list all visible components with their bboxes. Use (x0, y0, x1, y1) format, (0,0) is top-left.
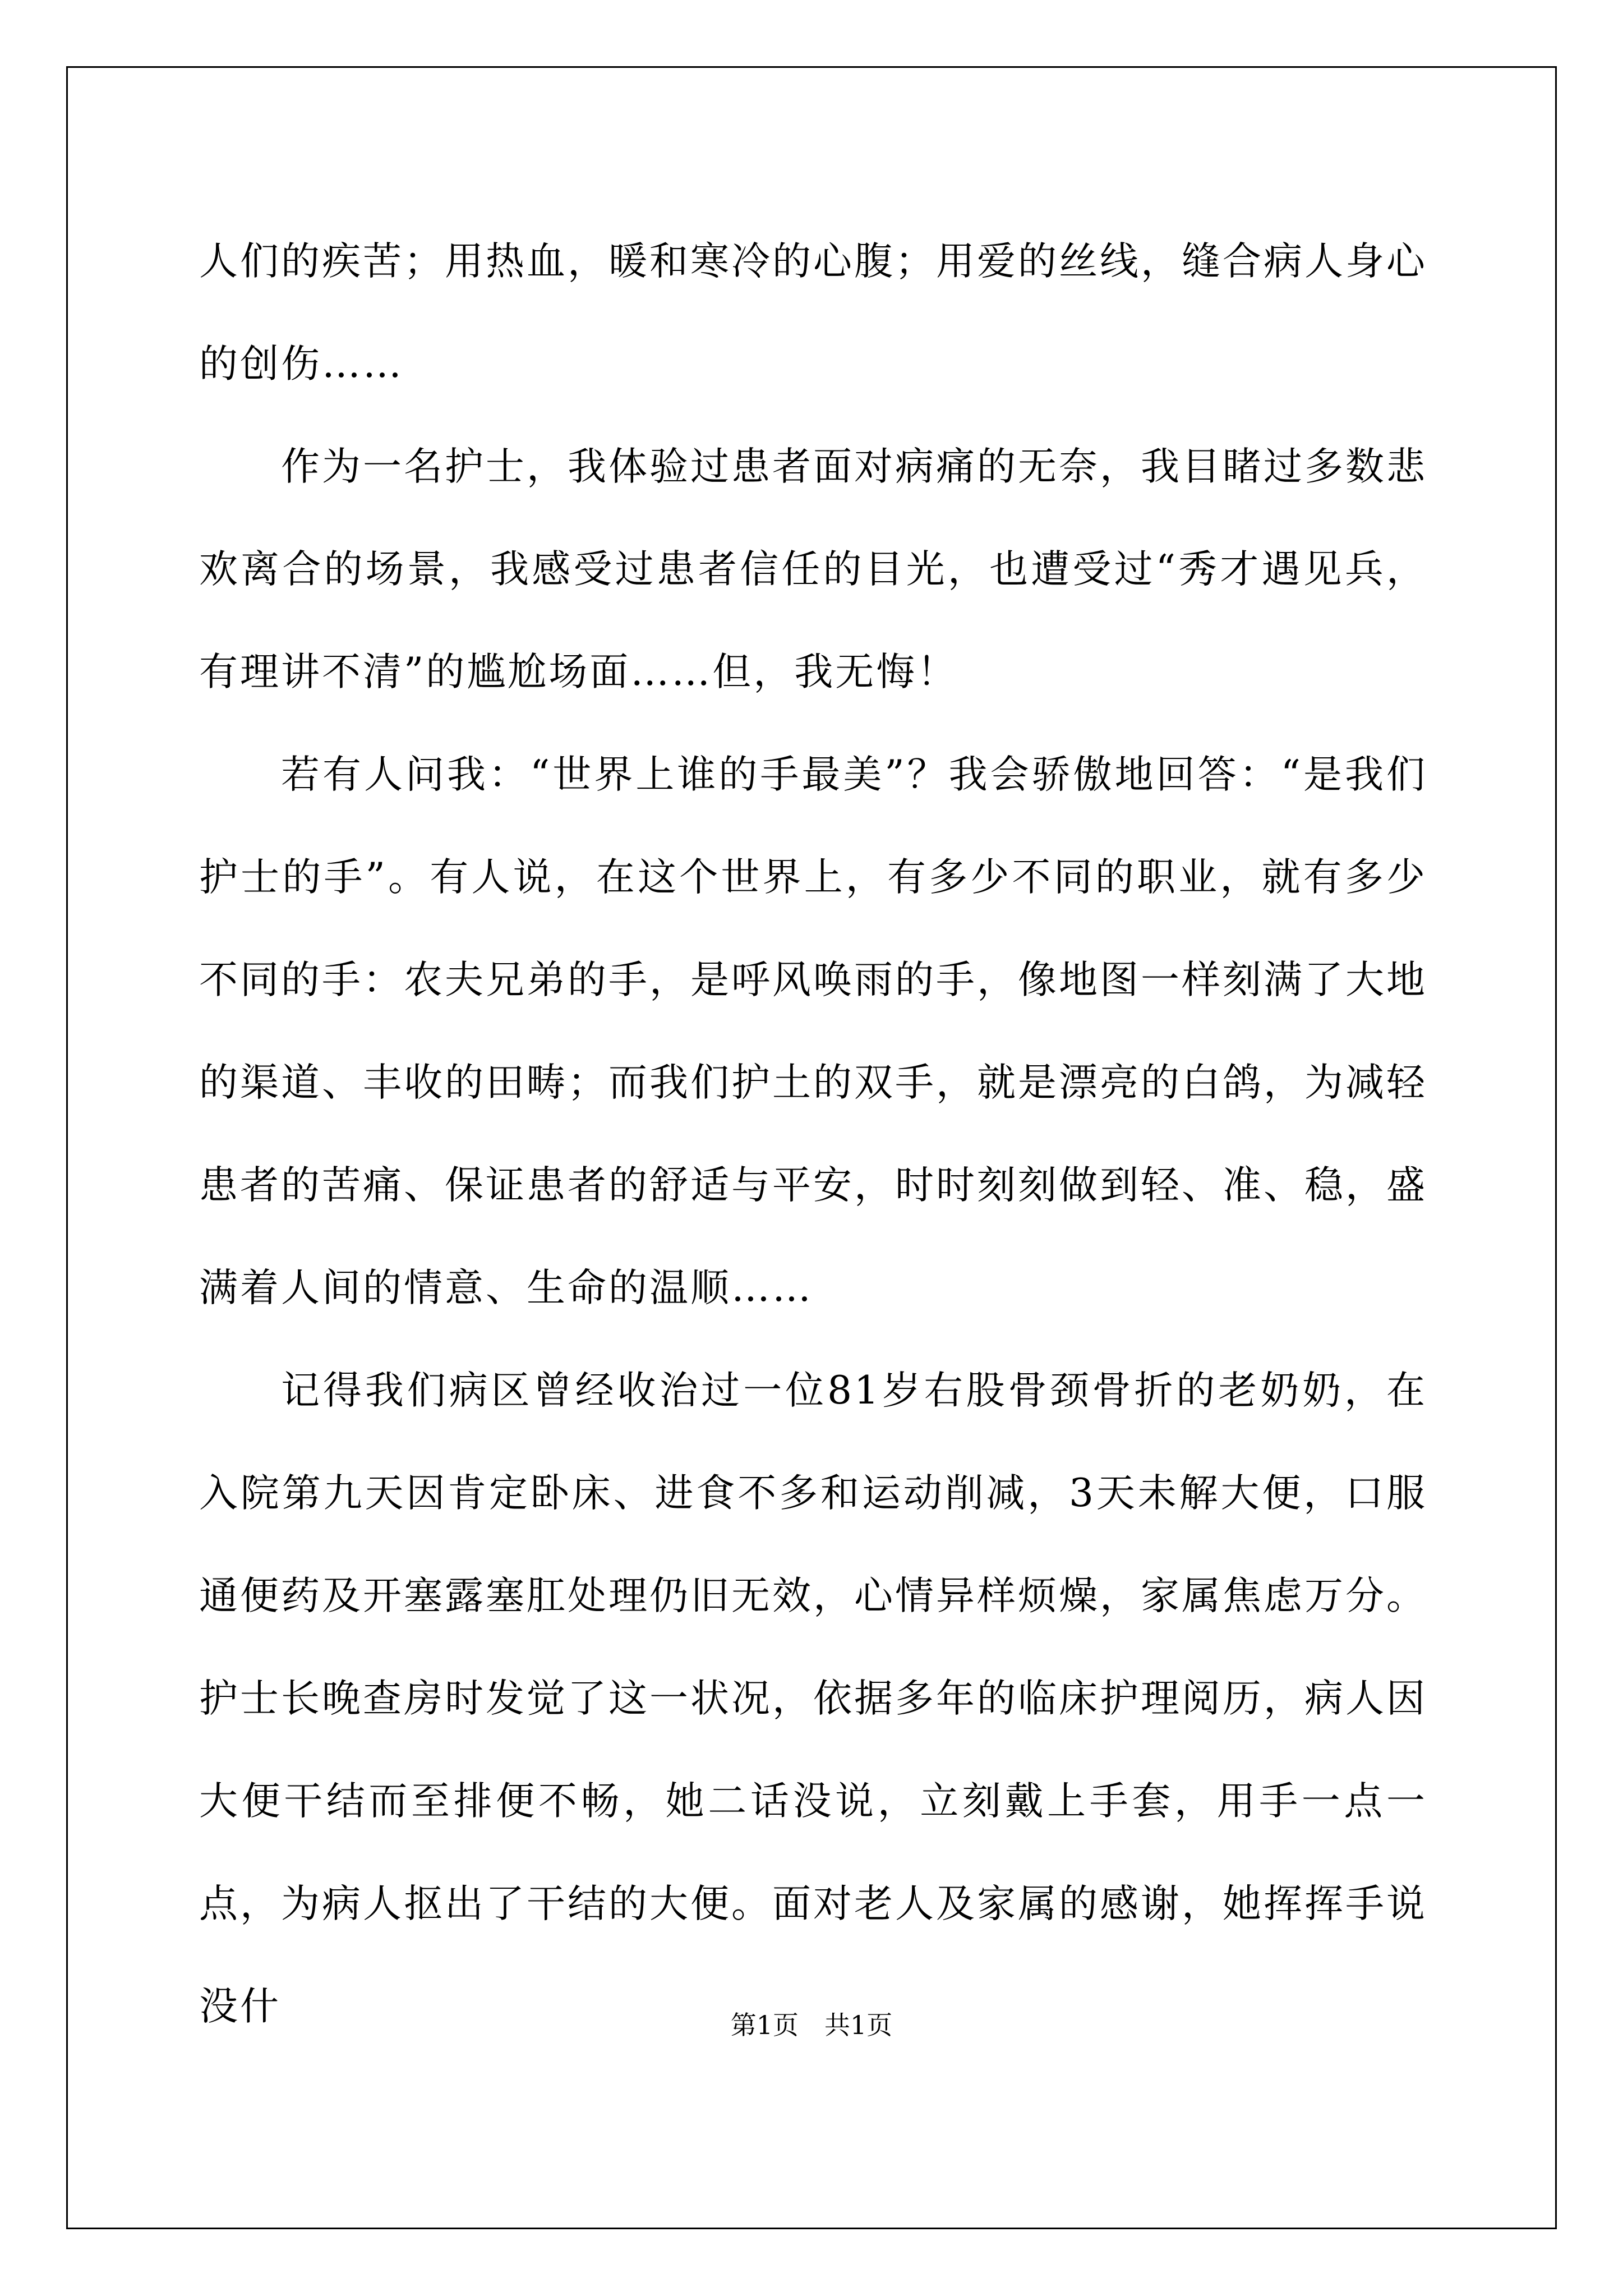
paragraph-2: 作为一名护士，我体验过患者面对病痛的无奈，我目睹过多数悲欢离合的场景，我感受过患者信任的目光，也遭受过“秀才遇见兵，有理讲不清”的尴尬场面……但，我无悔！ (199, 444, 1427, 694)
paragraph-1: 人们的疾苦；用热血，暖和寒冷的心腹；用爱的丝线，缝合病人身心的创伤…… (199, 239, 1427, 386)
paragraph-4: 记得我们病区曾经收治过一位81岁右股骨颈骨折的老奶奶，在入院第九天因肯定卧床、进食不多和运动削减，3天未解大便，口服通便药及开塞露塞肛处理仍旧无效，心情异样烦燥，家属焦虑万分。护士长晚查房时发觉了这一状况，依据多年的临床护理阅历，病人因大便干结而至排便不畅，她二话没说，立刻戴上手套，用手一点一点，为病人抠出了干结的大便。面对老人及家属的感谢，她挥挥手说没什 (199, 1368, 1427, 2029)
paragraph-3: 若有人问我：“世界上谁的手最美”？我会骄傲地回答：“是我们护士的手”。有人说，在这个世界上，有多少不同的职业，就有多少不同的手：农夫兄弟的手，是呼风唤雨的手，像地图一样刻满了大地的渠道、丰收的田畴；而我们护土的双手，就是漂亮的白鸽，为减轻患者的苦痛、保证患者的舒适与平安，时时刻刻做到轻、准、稳，盛满着人间的情意、生命的温顺…… (199, 752, 1427, 1310)
page-number-footer: 第1页 共1页 (730, 2010, 893, 2040)
document-body (199, 210, 1427, 2058)
